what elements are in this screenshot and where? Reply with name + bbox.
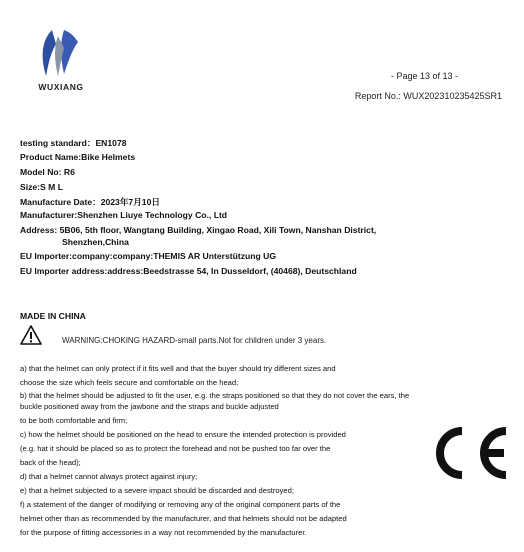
eu-importer-address: EU Importer address:address:Beedstrasse 54, In Dusseldorf, (40468), Deutschland — [20, 266, 357, 276]
report-number-label: Report No.: — [354, 91, 404, 101]
wuxiang-logo-icon — [34, 26, 88, 82]
company-logo — [20, 22, 102, 100]
manufacturer: Manufacturer:Shenzhen Liuye Technology Co., Ltd — [20, 210, 228, 220]
body-line: f) a statement of the danger of modifying or removing any of the original component parts of the — [20, 500, 341, 509]
warning-triangle-icon — [20, 325, 42, 345]
report-number — [355, 91, 502, 101]
body-line: d) that a helmet cannot always protect against injury; — [20, 472, 198, 481]
page-number: - Page 13 of 13 - — [390, 71, 458, 81]
body-line: to be both comfortable and firm; — [20, 416, 128, 425]
report-number-value: WUX202310235425SR1 — [403, 91, 502, 101]
body-line: b) that the helmet should be adjusted to fit the user, e.g. the straps positioned so that they do not cover the ears, the — [20, 391, 410, 400]
made-in-china: MADE IN CHINA — [20, 311, 86, 321]
body-line: buckle positioned away from the jawbone and the straps and buckle adjusted — [20, 402, 279, 411]
model-no: Model No: R6 — [20, 167, 75, 177]
body-line: (e.g. hat it should be placed so as to protect the forehead and not be pushed too far over the — [20, 444, 331, 453]
body-line: back of the head); — [20, 458, 81, 467]
product-name: Product Name:Bike Helmets — [20, 152, 136, 162]
body-line: a) that the helmet can only protect if it fits well and that the buyer should try different sizes and — [20, 364, 336, 373]
testing-standard: testing standard：EN1078 — [20, 138, 127, 148]
size: Size:S M L — [20, 182, 63, 192]
body-line: c) how the helmet should be positioned on the head to ensure the intended protection is provided — [20, 430, 346, 439]
ce-mark-icon — [432, 425, 510, 481]
body-line: helmet other than as recommended by the manufacturer, and that helmets should not be adapted — [20, 514, 347, 523]
manufacture-date: Manufacture Date：2023年7月10日 — [20, 197, 160, 207]
eu-importer: EU Importer:company:company:THEMIS AR Unterstützung UG — [20, 251, 277, 261]
body-line: e) that a helmet subjected to a severe impact should be discarded and destroyed; — [20, 486, 294, 495]
address-line-1: Address: 5B06, 5th floor, Wangtang Building, Xingao Road, Xili Town, Nanshan District, — [20, 225, 377, 235]
address-line-2: Shenzhen,China — [62, 237, 129, 247]
body-line: choose the size which feels secure and comfortable on the head; — [20, 378, 239, 387]
logo-text: WUXIANG — [38, 82, 84, 92]
warning-text: WARNING:CHOKING HAZARD-small parts.Not for children under 3 years. — [62, 336, 327, 345]
body-line: for the purpose of fitting accessories in a way not recommended by the manufacturer. — [20, 528, 307, 537]
